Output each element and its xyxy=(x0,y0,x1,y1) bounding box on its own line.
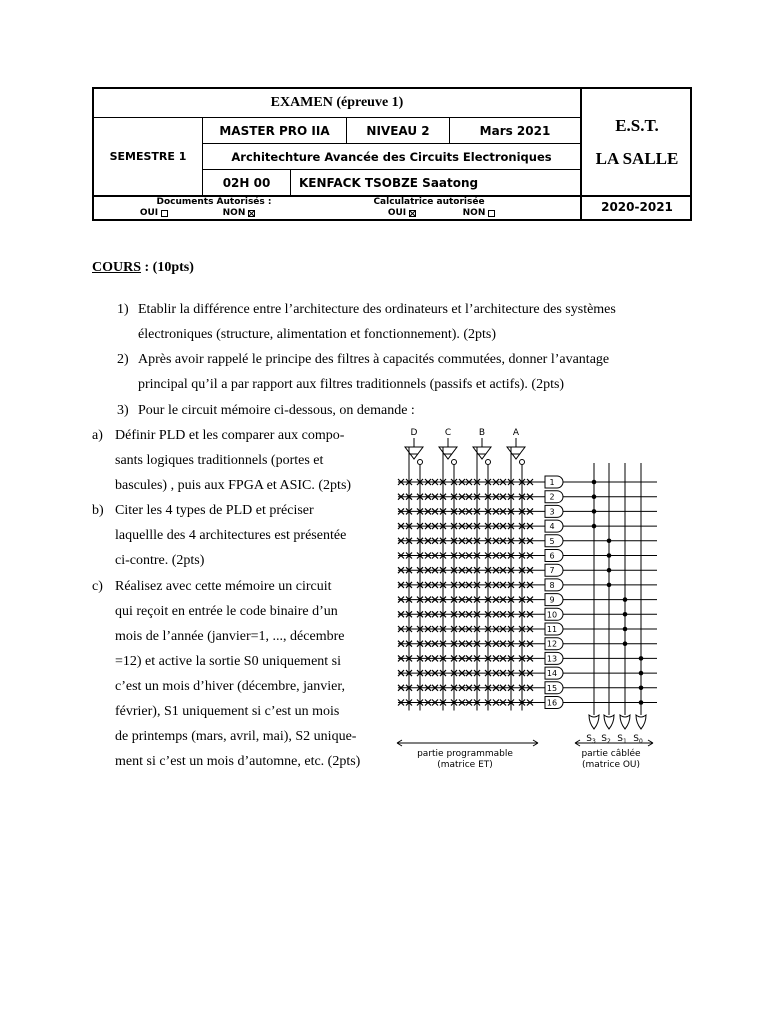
product-term-number: 2 xyxy=(549,492,555,502)
school-name-line1: E.S.T. xyxy=(615,116,659,135)
question-1-line-2: électroniques (structure, alimentation et fonctionnement). (2pts) xyxy=(138,327,497,342)
question-1-line-1: Etablir la différence entre l’architecture des ordinateurs et l’architecture des systèmes xyxy=(138,302,616,317)
inverter-bubble-icon xyxy=(452,460,457,465)
calculator-oui: OUI xyxy=(372,207,432,219)
course-title: Architechture Avancée des Circuits Electroniques xyxy=(231,149,552,164)
diagram-label-and-matrix-sub: (matrice ET) xyxy=(437,760,493,770)
product-term-number: 14 xyxy=(546,669,558,679)
question-number: 1) xyxy=(117,302,129,317)
or-gate-icon xyxy=(604,715,614,729)
question-number: 3) xyxy=(117,403,129,418)
product-term-number: 12 xyxy=(546,639,558,649)
inverter-bubble-icon xyxy=(418,460,423,465)
subquestion-c-line: qui reçoit en entrée le code binaire d’un xyxy=(115,604,338,619)
diagram-label-or-matrix: partie câblée xyxy=(581,749,641,759)
subquestion-letter: c) xyxy=(92,579,103,594)
calculator-label: Calculatrice autorisée xyxy=(373,197,485,207)
subquestion-a-line: sants logiques traditionnels (portes et xyxy=(115,453,324,468)
question-2-line-2: principal qu’il a par rapport aux filtres traditionnels (passifs et actifs). (2pts) xyxy=(138,377,565,392)
input-label: D xyxy=(410,428,418,438)
exam-duration: 02H 00 xyxy=(222,175,271,190)
subquestion-letter: a) xyxy=(92,428,103,443)
diagram-label-and-matrix: partie programmable xyxy=(417,749,513,759)
subquestion-c-line: de printemps (mars, avril, mai), S2 unique- xyxy=(115,729,357,744)
question-3-line-1: Pour le circuit mémoire ci-dessous, on demande : xyxy=(138,403,415,418)
output-label: $S_1$ xyxy=(617,734,627,745)
buffer-gate-icon xyxy=(507,447,525,459)
product-term-number: 3 xyxy=(549,507,555,517)
or-gate-icon xyxy=(589,715,599,729)
diagram-label-or-matrix-sub: (matrice OU) xyxy=(581,760,641,770)
output-label: $S_0$ xyxy=(633,734,643,745)
checkbox-checked-icon xyxy=(409,210,416,217)
question-number: 2) xyxy=(117,352,129,367)
product-term-number: 8 xyxy=(549,580,555,590)
product-term-number: 11 xyxy=(546,625,558,634)
input-label: A xyxy=(512,428,520,438)
product-term-number: 9 xyxy=(549,595,555,605)
buffer-gate-icon xyxy=(439,447,457,459)
question-2-line-1: Après avoir rappelé le principe des filtres à capacités commutées, donner l’avantage xyxy=(138,352,610,367)
pld-memory-diagram xyxy=(395,425,665,775)
buffer-gate-icon xyxy=(473,447,491,459)
subquestion-a-line: Définir PLD et les comparer aux compo- xyxy=(115,428,345,443)
product-term-number: 16 xyxy=(546,698,558,708)
school-name-line2: LA SALLE xyxy=(595,149,679,168)
level-label: NIVEAU 2 xyxy=(366,123,430,138)
subquestion-c-line: mois de l’année (janvier=1, ..., décembre xyxy=(115,629,345,644)
output-label: $S_2$ xyxy=(601,734,611,745)
exam-date: Mars 2021 xyxy=(479,123,551,138)
product-term-number: 13 xyxy=(546,654,558,664)
output-label: $S_3$ xyxy=(586,734,596,745)
subquestion-c-line: Réalisez avec cette mémoire un circuit xyxy=(115,579,332,594)
documents-non: NON xyxy=(209,207,269,219)
documents-oui: OUI xyxy=(124,207,184,219)
product-term-number: 15 xyxy=(546,683,558,693)
academic-year: 2020-2021 xyxy=(601,200,673,214)
calculator-non: NON xyxy=(449,207,509,219)
program-label: MASTER PRO IIA xyxy=(219,123,330,138)
subquestion-c-line: ment si c’est un mois d’automne, etc. (2pts) xyxy=(115,754,361,769)
subquestion-b-line: ci-contre. (2pts) xyxy=(115,553,205,568)
product-term-number: 4 xyxy=(549,522,555,532)
teacher-name: KENFACK TSOBZE Saatong xyxy=(299,175,479,190)
subquestion-a-line: bascules) , puis aux FPGA et ASIC. (2pts) xyxy=(115,478,352,493)
inverter-bubble-icon xyxy=(486,460,491,465)
subquestion-letter: b) xyxy=(92,503,104,518)
subquestion-c-line: =12) et active la sortie S0 uniquement si xyxy=(115,654,342,669)
documents-label: Documents Autorisés : xyxy=(156,197,272,207)
or-gate-icon xyxy=(620,715,630,729)
cours-heading: COURS : (10pts) xyxy=(92,260,194,275)
checkbox-checked-icon xyxy=(248,210,255,217)
product-term-number: 6 xyxy=(549,551,555,561)
exam-title: EXAMEN (épreuve 1) xyxy=(270,95,404,110)
semestre-label: SEMESTRE 1 xyxy=(109,150,187,163)
buffer-gate-icon xyxy=(405,447,423,459)
subquestion-c-line: février), S1 uniquement si c’est un mois xyxy=(115,704,340,719)
checkbox-empty-icon xyxy=(161,210,168,217)
inverter-bubble-icon xyxy=(520,460,525,465)
checkbox-empty-icon xyxy=(488,210,495,217)
product-term-number: 1 xyxy=(549,478,555,487)
product-term-number: 10 xyxy=(546,610,558,620)
subquestion-b-line: laquellle des 4 architectures est présentée xyxy=(115,528,347,543)
subquestion-b-line: Citer les 4 types de PLD et préciser xyxy=(115,503,314,518)
input-label: B xyxy=(478,428,486,438)
product-term-number: 7 xyxy=(549,566,555,576)
or-gate-icon xyxy=(636,715,646,729)
input-label: C xyxy=(444,428,452,438)
exam-header-table xyxy=(92,87,692,221)
product-term-number: 5 xyxy=(549,536,555,546)
subquestion-c-line: c’est un mois d’hiver (décembre, janvier, xyxy=(115,679,345,694)
